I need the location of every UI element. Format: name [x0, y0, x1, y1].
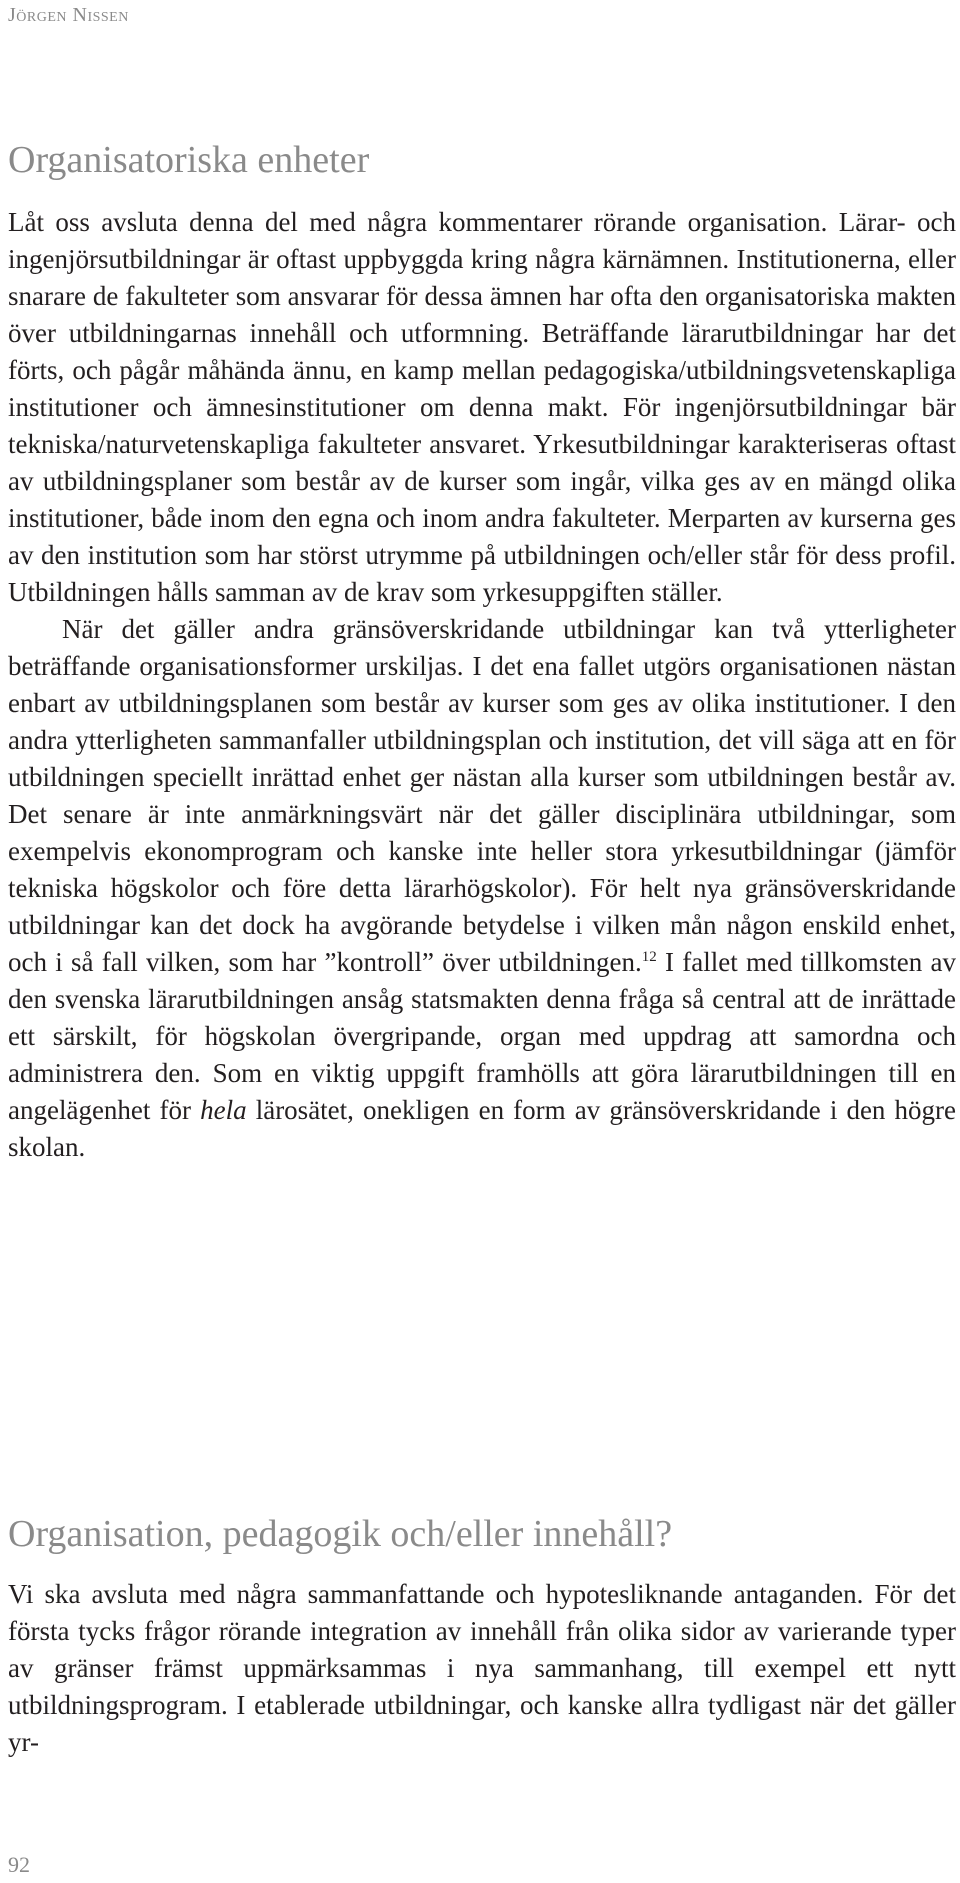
body-paragraph: Vi ska avsluta med några sammanfattande och hypotesliknande antaganden. För det första tycks frågor rörande integration av innehåll från olika sidor av varierande typer av gränser främst uppmärksammas i nya sammanhang, till exempel ett nytt utbildningsprogram. I etablerade utbildningar, och kanske allra tydligast när det gäller yr- — [8, 1579, 956, 1757]
running-head: Jörgen Nissen — [8, 4, 129, 26]
section-heading: Organisation, pedagogik och/eller innehåll? — [8, 1513, 673, 1555]
footnote-reference[interactable]: 12 — [641, 949, 657, 965]
paragraph-text: I fallet med tillkomsten av den svenska lärarutbildningen ansåg statsmakten denna fråga så central att de inrättade ett särskilt, för högskolan övergripande, organ med uppdrag att samordna och administrera den. Som en viktig uppgift framhölls att göra lärarutbildningen till en angelägenhet för — [8, 947, 956, 1125]
paragraph-text: lärosätet, onekligen en form av gränsöverskridande i den högre skolan. — [8, 1095, 957, 1162]
section-organisatoriska-enheter — [8, 136, 956, 1166]
section-organisation-pedagogik — [8, 1510, 956, 1761]
section-heading: Organisatoriska enheter — [8, 139, 370, 181]
page-number: 92 — [8, 1852, 30, 1877]
body-paragraph — [8, 611, 956, 1166]
body-paragraph: Låt oss avsluta denna del med några kommentarer rörande organisation. Lärar- och ingenjörsutbildningar är oftast uppbyggda kring några kärnämnen. Institutionerna, eller snarare de fakulteter som ansvarar för dessa ämnen har ofta den organisatoriska makten över utbildningarnas innehåll och utformning. Beträffande lärarutbildningar har det förts, och pågår måhända ännu, en kamp mellan pedagogiska/utbildningsvetenskapliga institutioner och ämnesinstitutioner om denna makt. För ingenjörsutbildningar bär tekniska/naturvetenskapliga fakulteter ansvaret. Yrkesutbildningar karakteriseras oftast av utbildningsplaner som består av de kurser som ingår, vilka ges av en mängd olika institutioner, både inom den egna och inom andra fakulteter. Merparten av kurserna ges av den institution som har störst utrymme på utbildningen och/eller står för dess profil. Utbildningen hålls samman av de krav som yrkesuppgiften ställer. — [8, 207, 956, 607]
paragraph-text: När det gäller andra gränsöverskridande utbildningar kan två ytterligheter beträffande organisationsformer urskiljas. I det ena fallet utgörs organisationen nästan enbart av utbildningsplanen som består av kurser som ges av olika institutioner. I den andra ytterligheten sammanfaller utbildningsplan och institution, det vill säga att en för utbildningen speciellt inrättad enhet ger nästan alla kurser som utbildningen består av. Det senare är inte anmärkningsvärt när det gäller disciplinära utbildningar, som exempelvis ekonomprogram och kanske inte heller stora yrkesutbildningar (jämför tekniska högskolor och före detta lärarhögskolor). För helt nya gränsöverskridande utbildningar kan det dock ha avgörande betydelse i vilken mån någon enskild enhet, och i så fall vilken, som har ”kontroll” över utbildningen. — [8, 614, 956, 977]
emphasized-text: hela — [200, 1095, 247, 1125]
